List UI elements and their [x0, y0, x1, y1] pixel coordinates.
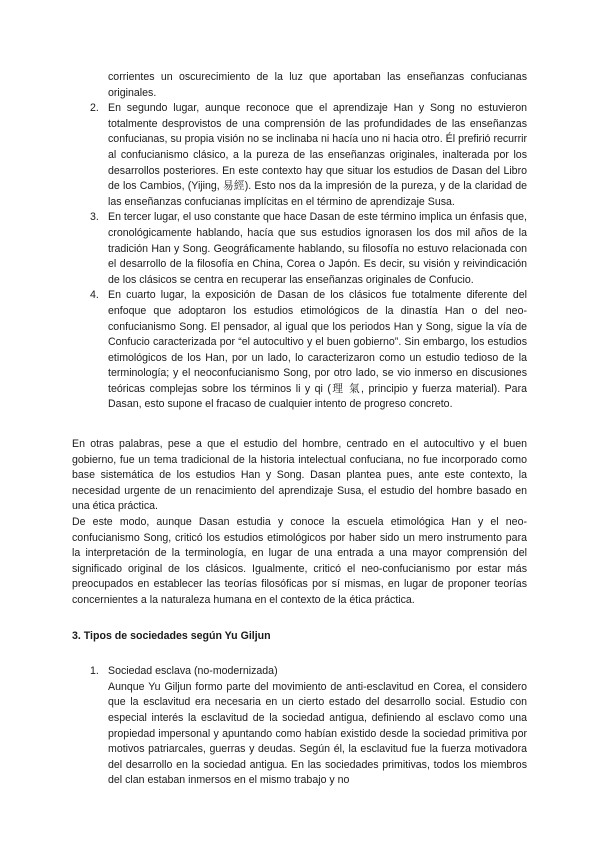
list-item-continuation: corrientes un oscurecimiento de la luz que aportaban las enseñanzas confucianas originales.	[108, 71, 527, 99]
body-paragraph: En otras palabras, pese a que el estudio del hombre, centrado en el autocultivo y el buen gobierno, fue un tema tradicional de la historia intelectual confuciana, no fue incorporado como base sistemática de los estudios Han y Song. Dasan plantea pues, ante este contexto, la necesidad urgente de un renacimiento del aprendizaje Susa, el estudio del hombre basado en una ética práctica.	[72, 438, 527, 513]
list-item-text: En cuarto lugar, la exposición de Dasan de los clásicos fue totalmente diferente del enfoque que adoptaron los estudios etimológicos de la dinastía Han o del neo-confucianismo Song. El pensador, al igual que los periodos Han y Song, sigue la vía de Confucio caracterizada por “el autocultivo y el buen gobierno”. Sin embargo, los estudios etimológicos de los Han, por un lado, lo caracterizaron como un estudio tedioso de la terminología; y el neoconfucianismo Song, por otro lado, se vio inmerso en discusiones teóricas complejas sobre los términos li y qi (理 氣, principio y fuerza material). Para Dasan, esto supone el fracaso de cualquier intento de progreso concreto.	[108, 289, 527, 411]
list-item-text: En tercer lugar, el uso constante que hace Dasan de este término implica un énfasis que, cronológicamente hablando, hacía que sus estudios ignorasen los dos mil años de la tradición Han y Song. Geográficamente hablando, su filosofía no estuvo relacionada con el desarrollo de la filosofía en China, Corea o Japón. Es decir, su visión y reivindicación de los clásicos se centra en recuperar las enseñanzas originales de Confucio.	[108, 211, 527, 286]
list-item-title: Sociedad esclava (no-modernizada)	[108, 665, 278, 678]
list-number: 4.	[90, 289, 99, 302]
page-body	[72, 70, 527, 789]
list-number: 1.	[90, 665, 99, 678]
list-item	[72, 664, 527, 680]
list-item	[72, 288, 527, 413]
list-item-text: Aunque Yu Giljun formo parte del movimiento de anti-esclavitud en Corea, el considero que la esclavitud era necesaria en un cierto estado del desarrollo social. Estudio con especial interés la esclavitud de la sociedad antigua, definiendo al esclavo como una propiedad impersonal y apuntando como habían existido desde la sociedad primitiva por motivos patriarcales, guerras y deudas. Según él, la esclavitud fue la fuerza motivadora del desarrollo en la sociedad antigua. En las sociedades primitivas, todos los miembros del clan estaban inmersos en el mismo trabajo y no	[108, 680, 527, 787]
body-paragraph: De este modo, aunque Dasan estudia y conoce la escuela etimológica Han y el neo-confucianismo Song, criticó los estudios etimológicos por haber sido un mero instrumento para la interpretación de la terminología, en lugar de una entrada a una mayor comprensión del significado original de los clásicos. Igualmente, criticó el neo-confucianismo por estar más preocupados en establecer las teorías filosóficas por sí mismas, en lugar de proponer teorías concernientes a la naturaleza humana en el contexto de la ética práctica.	[72, 516, 527, 606]
list-item	[72, 210, 527, 288]
list-item-text: En segundo lugar, aunque reconoce que el aprendizaje Han y Song no estuvieron totalmente desprovistos de una comprensión de las profundidades de las enseñanzas confucianas, su propia visión no se inclinaba ni hacía uno ni hacia otro. Él prefirió recurrir al confucianismo clásico, a la pureza de las enseñanzas originales, inalterada por los desarrollos posteriores. En este contexto hay que situar los estudios de Dasan del Libro de los Cambios, (Yijing, 易經). Esto nos da la impresión de la pureza, y de la claridad de las enseñanzas confucianas implícitas en el término de aprendizaje Susa.	[108, 102, 527, 208]
section-heading: 3. Tipos de sociedades según Yu Giljun	[72, 629, 271, 642]
list-number: 3.	[90, 211, 99, 224]
list-number: 2.	[90, 102, 99, 115]
list-item	[72, 101, 527, 210]
